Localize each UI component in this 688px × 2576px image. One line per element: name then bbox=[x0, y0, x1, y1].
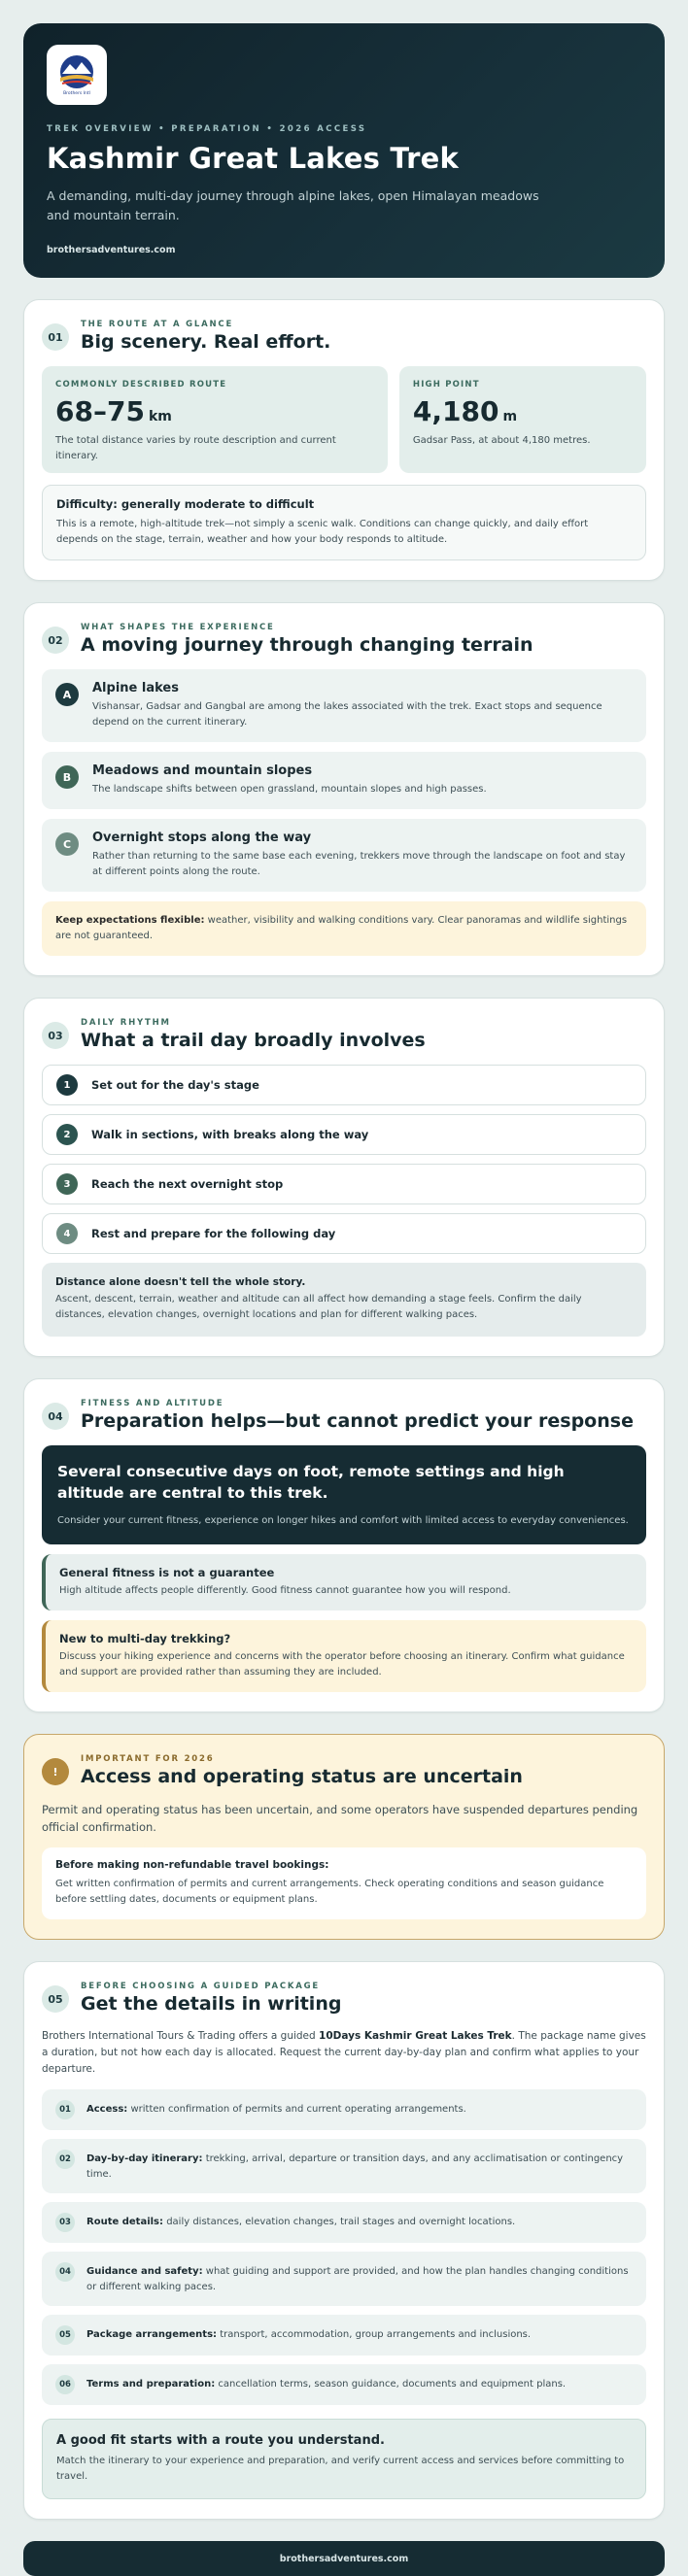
expectations-callout bbox=[42, 901, 646, 956]
feature-badge: B bbox=[55, 765, 79, 789]
footer-website-link[interactable]: brothersadventures.com bbox=[279, 2553, 409, 2564]
step-number: 3 bbox=[56, 1173, 78, 1195]
checklist-label: Route details: bbox=[86, 2217, 164, 2227]
section-number: 02 bbox=[42, 627, 69, 654]
step-label: Reach the next overnight stop bbox=[91, 1177, 284, 1191]
section-kicker: IMPORTANT FOR 2026 bbox=[81, 1754, 215, 1764]
alert-lead: Permit and operating status has been uncertain, and some operators have suspended departures pending official confirmation. bbox=[42, 1803, 638, 1834]
section-package-details bbox=[23, 1961, 665, 2520]
step-item bbox=[42, 1213, 646, 1254]
section-route-glance bbox=[23, 299, 665, 581]
high-point-card bbox=[399, 366, 646, 473]
section-title: Access and operating status are uncertain bbox=[81, 1766, 523, 1787]
high-point-unit: m bbox=[502, 409, 518, 424]
step-item bbox=[42, 1164, 646, 1204]
highlight-title: Several consecutive days on foot, remote settings and high altitude are central to this trek. bbox=[57, 1463, 565, 1502]
checklist-text bbox=[86, 2152, 633, 2183]
package-lead bbox=[42, 2028, 646, 2078]
stat-description: The total distance varies by route description and current itinerary. bbox=[55, 435, 336, 461]
section-kicker: BEFORE CHOOSING A GUIDED PACKAGE bbox=[81, 1982, 321, 1991]
route-distance-card bbox=[42, 366, 388, 473]
checklist-text bbox=[86, 2264, 633, 2295]
checklist-text bbox=[86, 2215, 515, 2230]
section-header bbox=[42, 1399, 646, 1432]
section-number: 04 bbox=[42, 1403, 69, 1430]
checklist-number: 02 bbox=[55, 2150, 75, 2169]
feature-item bbox=[42, 669, 646, 742]
section-header bbox=[42, 623, 646, 656]
checklist-number: 04 bbox=[55, 2262, 75, 2282]
good-fit-title: A good fit starts with a route you understand. bbox=[56, 2433, 385, 2448]
fitness-note-title: General fitness is not a guarantee bbox=[59, 1566, 275, 1579]
brand-logo[interactable] bbox=[47, 45, 107, 105]
difficulty-title: Difficulty: generally moderate to difficult bbox=[56, 497, 315, 511]
difficulty-note bbox=[42, 485, 646, 560]
feature-badge: A bbox=[55, 683, 79, 706]
feature-title: Meadows and mountain slopes bbox=[92, 763, 313, 778]
checklist-detail: trekking, arrival, departure or transition days, and any acclimatisation or contingency time. bbox=[86, 2153, 624, 2180]
callout-text: weather, visibility and walking conditions vary. Clear panoramas and wildlife sightings are not guaranteed. bbox=[55, 915, 628, 941]
feature-text: Vishansar, Gadsar and Gangbal are among the lakes associated with the trek. Exact stops and sequence depend on the current itinerary. bbox=[92, 701, 602, 728]
checklist-text bbox=[86, 2327, 531, 2343]
logo-caption: Brothers Intl bbox=[63, 91, 90, 96]
checklist-detail: transport, accommodation, group arrangements and inclusions. bbox=[217, 2329, 532, 2340]
feature-title: Alpine lakes bbox=[92, 681, 179, 695]
checklist-number: 05 bbox=[55, 2325, 75, 2345]
brand-logo-icon bbox=[52, 51, 101, 99]
checklist-label: Access: bbox=[86, 2104, 128, 2115]
checklist-detail: cancellation terms, season guidance, documents and equipment plans. bbox=[215, 2379, 567, 2390]
step-number: 2 bbox=[56, 1124, 78, 1145]
section-header bbox=[42, 1754, 646, 1787]
checklist-label: Package arrangements: bbox=[86, 2329, 218, 2340]
checklist-detail: daily distances, elevation changes, trail stages and overnight locations. bbox=[163, 2217, 516, 2227]
section-title: Get the details in writing bbox=[81, 1993, 342, 2015]
hero-kicker: TREK OVERVIEW • PREPARATION • 2026 ACCESS bbox=[47, 124, 367, 134]
page-title: Kashmir Great Lakes Trek bbox=[47, 142, 460, 175]
feature-title: Overnight stops along the way bbox=[92, 830, 312, 845]
callout-bold: Keep expectations flexible: bbox=[55, 915, 205, 926]
checklist-item bbox=[42, 2315, 646, 2356]
high-point-value: 4,180 bbox=[412, 395, 499, 427]
section-number: 05 bbox=[42, 1985, 69, 2013]
step-item bbox=[42, 1114, 646, 1155]
booking-advice bbox=[42, 1847, 646, 1919]
good-fit-text: Match the itinerary to your experience and preparation, and verify current access and services before committing to travel. bbox=[56, 2456, 625, 2482]
stats-row bbox=[42, 366, 646, 473]
stat-value bbox=[55, 395, 374, 427]
good-fit-callout bbox=[42, 2419, 646, 2499]
stat-label: COMMONLY DESCRIBED ROUTE bbox=[55, 380, 227, 390]
stat-description: Gadsar Pass, at about 4,180 metres. bbox=[412, 435, 591, 446]
step-item bbox=[42, 1065, 646, 1105]
fitness-note bbox=[42, 1554, 646, 1610]
checklist-number: 03 bbox=[55, 2213, 75, 2232]
checklist-label: Day-by-day itinerary: bbox=[86, 2153, 203, 2164]
checklist-detail: written confirmation of permits and current operating arrangements. bbox=[127, 2104, 466, 2115]
checklist-text bbox=[86, 2377, 566, 2392]
lead-text: Brothers International Tours & Trading offers a guided bbox=[42, 2030, 320, 2042]
new-trekker-title: New to multi-day trekking? bbox=[59, 1632, 231, 1645]
checklist-label: Terms and preparation: bbox=[86, 2379, 216, 2390]
section-daily-rhythm bbox=[23, 998, 665, 1357]
step-number: 1 bbox=[56, 1074, 78, 1096]
checklist-item bbox=[42, 2252, 646, 2306]
step-label: Rest and prepare for the following day bbox=[91, 1227, 336, 1240]
new-trekker-text: Discuss your hiking experience and concerns with the operator before choosing an itinerary. Confirm what guidance and support are provided rather than assuming they are included. bbox=[59, 1651, 625, 1678]
checklist-item bbox=[42, 2089, 646, 2130]
booking-advice-title: Before making non-refundable travel bookings: bbox=[55, 1859, 329, 1871]
difficulty-text: This is a remote, high-altitude trek—not simply a scenic walk. Conditions can change quickly, and daily effort depends on the stage, terrain, weather and how your body responds to altitude. bbox=[56, 519, 589, 545]
checklist-detail: what guiding and support are provided, and how the plan handles changing conditions or different walking paces. bbox=[86, 2266, 629, 2292]
feature-item bbox=[42, 819, 646, 892]
access-alert bbox=[23, 1734, 665, 1940]
distance-note-title: Distance alone doesn't tell the whole story. bbox=[55, 1276, 306, 1288]
section-title: Preparation helps—but cannot predict your response bbox=[81, 1410, 634, 1432]
footer bbox=[23, 2541, 665, 2576]
feature-text: Rather than returning to the same base each evening, trekkers move through the landscape on foot and stay at different points along the route. bbox=[92, 851, 626, 877]
section-header bbox=[42, 1982, 646, 2015]
section-number: 03 bbox=[42, 1022, 69, 1049]
hero-subtitle: A demanding, multi-day journey through alpine lakes, open Himalayan meadows and mountain terrain. bbox=[47, 188, 539, 222]
route-distance-value: 68–75 bbox=[55, 395, 145, 427]
checklist-item bbox=[42, 2202, 646, 2243]
hero-website-link[interactable]: brothersadventures.com bbox=[47, 245, 176, 255]
feature-item bbox=[42, 752, 646, 809]
section-title: Big scenery. Real effort. bbox=[81, 331, 331, 353]
checklist-number: 06 bbox=[55, 2375, 75, 2394]
step-label: Set out for the day's stage bbox=[91, 1078, 259, 1092]
distance-note-text: Ascent, descent, terrain, weather and altitude can all affect how demanding a stage feels. Confirm the daily distances, elevation changes, overnight locations and plan for different walking paces. bbox=[55, 1294, 582, 1320]
new-trekker-note bbox=[42, 1620, 646, 1692]
hero-banner bbox=[23, 23, 665, 278]
section-number: 01 bbox=[42, 323, 69, 351]
section-title: A moving journey through changing terrain bbox=[81, 634, 533, 656]
section-kicker: WHAT SHAPES THE EXPERIENCE bbox=[81, 623, 275, 632]
feature-text: The landscape shifts between open grassland, mountain slopes and high passes. bbox=[92, 784, 487, 795]
section-kicker: FITNESS AND ALTITUDE bbox=[81, 1399, 224, 1408]
fitness-highlight bbox=[42, 1445, 646, 1544]
checklist-text bbox=[86, 2102, 466, 2118]
section-fitness bbox=[23, 1378, 665, 1712]
section-title: What a trail day broadly involves bbox=[81, 1030, 426, 1051]
booking-advice-text: Get written confirmation of permits and current arrangements. Check operating conditions and season guidance before settling dates, documents or equipment plans. bbox=[55, 1879, 604, 1905]
lead-text: . The package name gives a duration, but not how each day is allocated. Request the current day-by-day plan and confirm what applies to your departure. bbox=[42, 2030, 646, 2075]
stat-label: HIGH POINT bbox=[412, 380, 480, 390]
route-distance-unit: km bbox=[148, 409, 172, 424]
checklist-item bbox=[42, 2364, 646, 2405]
warning-icon: ! bbox=[42, 1758, 69, 1785]
fitness-note-text: High altitude affects people differently. Good fitness cannot guarantee how you will respond. bbox=[59, 1585, 511, 1596]
distance-note bbox=[42, 1263, 646, 1337]
section-experience bbox=[23, 602, 665, 976]
section-header bbox=[42, 320, 646, 353]
section-kicker: DAILY RHYTHM bbox=[81, 1018, 171, 1028]
step-number: 4 bbox=[56, 1223, 78, 1244]
feature-badge: C bbox=[55, 832, 79, 856]
checklist-item bbox=[42, 2139, 646, 2193]
section-kicker: THE ROUTE AT A GLANCE bbox=[81, 320, 234, 329]
stat-value bbox=[413, 395, 633, 427]
section-header bbox=[42, 1018, 646, 1051]
package-name: 10Days Kashmir Great Lakes Trek bbox=[319, 2030, 512, 2042]
checklist-number: 01 bbox=[55, 2100, 75, 2119]
highlight-text: Consider your current fitness, experience on longer hikes and comfort with limited access to everyday conveniences. bbox=[57, 1515, 629, 1526]
checklist-label: Guidance and safety: bbox=[86, 2266, 203, 2277]
step-label: Walk in sections, with breaks along the way bbox=[91, 1128, 369, 1141]
